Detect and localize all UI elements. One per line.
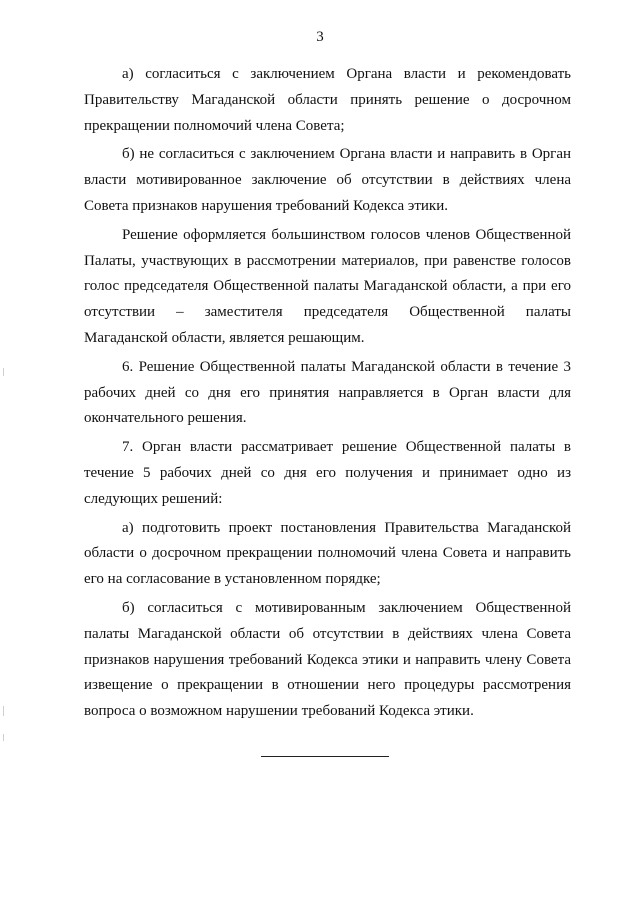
document-body xyxy=(84,62,571,728)
paragraph-item-7-option-a: а) подготовить проект постановления Правительства Магаданской области о досрочном прекращении полномочий члена Совета и направить его на согласование в установленном порядке; xyxy=(84,519,571,588)
scan-artifact-mark xyxy=(3,706,4,716)
paragraph-item-6: 6. Решение Общественной палаты Магаданской области в течение 3 рабочих дней со дня его принятия направляется в Орган власти для окончательного решения. xyxy=(84,358,571,427)
end-of-text-rule xyxy=(261,756,389,757)
paragraph-item-7: 7. Орган власти рассматривает решение Общественной палаты в течение 5 рабочих дней со дня его получения и принимает одно из следующих решений: xyxy=(84,439,571,507)
paragraph-item-7-option-b: б) согласиться с мотивированным заключением Общественной палаты Магаданской области об отсутствии в действиях члена Совета признаков нарушения требований Кодекса этики и направить члену Совета извещение о прекращении в отношении него процедуры рассмотрения вопроса о возможном нарушении требований Кодекса этики. xyxy=(84,599,571,720)
paragraph-decision-voting: Решение оформляется большинством голосов членов Общественной Палаты, участвующих в рассмотрении материалов, при равенстве голосов голос председателя Общественной палаты Магаданской области, а при его отсутствии – заместителя председателя Общественной палаты Магаданской области, является решающим. xyxy=(84,226,571,346)
page-number: 3 xyxy=(316,29,324,45)
scan-artifact-mark xyxy=(3,368,4,376)
paragraph-option-b-disagree: б) не согласиться с заключением Органа власти и направить в Орган власти мотивированное заключение об отсутствии в действиях члена Совета признаков нарушения требований Кодекса этики. xyxy=(84,146,571,214)
scan-artifact-mark xyxy=(3,734,4,741)
paragraph-option-a-agree: а) согласиться с заключением Органа власти и рекомендовать Правительству Магаданской области принять решение о досрочном прекращении полномочий члена Совета; xyxy=(84,66,571,134)
